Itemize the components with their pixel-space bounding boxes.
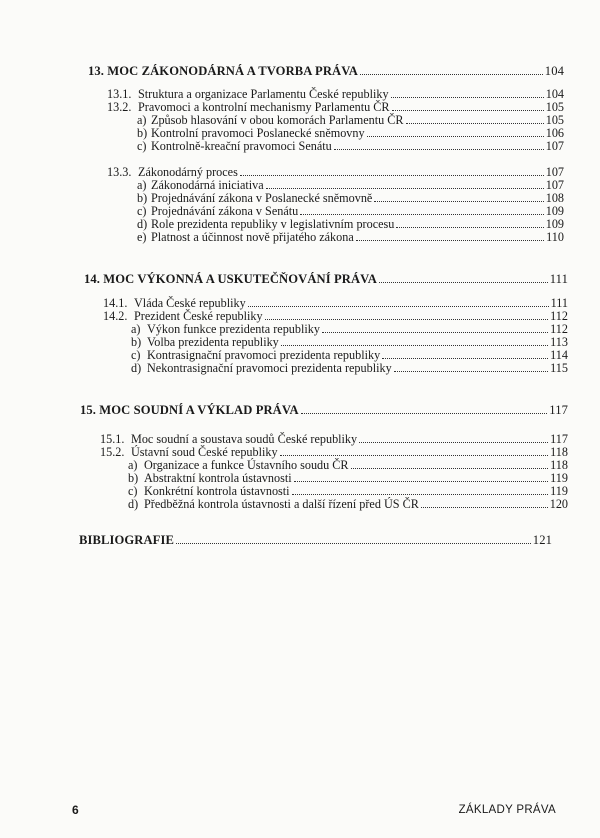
toc-page-number: 119: [550, 471, 568, 485]
toc-chapter-title: 15. MOC SOUDNÍ A VÝKLAD PRÁVA: [80, 403, 299, 417]
toc-entry-letter: c): [137, 204, 147, 218]
toc-page-number: 117: [549, 403, 568, 417]
toc-page-number: 107: [545, 165, 564, 179]
toc-entry-13-1[interactable]: [107, 87, 564, 101]
toc-page-number: 104: [544, 64, 564, 78]
toc-entry-text: Platnost a účinnost nově přijatého zákona: [151, 230, 354, 244]
toc-entry-13-2-b[interactable]: [137, 126, 564, 140]
toc-page-number: 118: [550, 445, 568, 459]
toc-entry-letter: e): [137, 230, 147, 244]
toc-entry-15-2-b[interactable]: [128, 471, 568, 485]
toc-page-number: 120: [549, 497, 568, 511]
toc-entry-text: Způsob hlasování v obou komorách Parlamentu ČR: [151, 113, 404, 127]
toc-page-number: 108: [545, 191, 564, 205]
toc-page-number: 114: [550, 348, 568, 362]
toc-entry-15-2-d[interactable]: [128, 497, 568, 511]
toc-entry-13-3-c[interactable]: [137, 204, 564, 218]
toc-entry-text: Kontrasignační pravomoci prezidenta republiky: [147, 348, 381, 362]
toc-entry-14-1[interactable]: [103, 296, 568, 310]
dot-leader: [367, 136, 544, 137]
toc-chapter-13[interactable]: [88, 64, 564, 78]
dot-leader: [396, 227, 543, 228]
toc-page-number: 105: [545, 113, 564, 127]
toc-entry-13-2-c[interactable]: [137, 139, 564, 153]
toc-entry-letter: c): [137, 139, 147, 153]
toc-page-number: 109: [545, 217, 564, 231]
toc-page-number: 111: [549, 272, 568, 286]
toc-entry-number: 15.1.: [100, 432, 125, 446]
footer-page-number: 6: [72, 803, 79, 817]
toc-chapter-title: 14. MOC VÝKONNÁ A USKUTEČŇOVÁNÍ PRÁVA: [84, 272, 377, 286]
toc-entry-text: Kontrolně-kreační pravomoci Senátu: [151, 139, 332, 153]
toc-entry-letter: b): [131, 335, 142, 349]
toc-entry-text: Prezident České republiky: [134, 309, 263, 323]
dot-leader: [294, 481, 549, 482]
toc-chapter-15[interactable]: [80, 403, 568, 417]
toc-page-number: 106: [545, 126, 564, 140]
toc-entry-text: Pravomoci a kontrolní mechanismy Parlamentu ČR: [138, 100, 390, 114]
dot-leader: [391, 97, 544, 98]
toc-chapter-14[interactable]: [84, 272, 568, 286]
toc-entry-text: Zákonodárná iniciativa: [151, 178, 264, 192]
toc-chapter-title: 13. MOC ZÁKONODÁRNÁ A TVORBA PRÁVA: [88, 64, 358, 78]
toc-entry-15-2[interactable]: [100, 445, 568, 459]
dot-leader: [300, 214, 543, 215]
toc-entry-number: 13.1.: [107, 87, 132, 101]
toc-entry-letter: b): [137, 191, 148, 205]
toc-entry-15-2-a[interactable]: [128, 458, 568, 472]
toc-page-number: 118: [550, 458, 568, 472]
toc-entry-15-1[interactable]: [100, 432, 568, 446]
toc-page-number: 107: [545, 139, 564, 153]
dot-leader: [248, 306, 549, 307]
dot-leader: [359, 442, 548, 443]
toc-entry-letter: a): [131, 322, 141, 336]
toc-entry-number: 14.2.: [103, 309, 128, 323]
toc-entry-13-3-e[interactable]: [137, 230, 564, 244]
toc-entry-13-2[interactable]: [107, 100, 564, 114]
toc-entry-letter: d): [137, 217, 148, 231]
toc-entry-number: 14.1.: [103, 296, 128, 310]
toc-page-number: 111: [550, 296, 568, 310]
dot-leader: [392, 110, 544, 111]
toc-entry-text: Organizace a funkce Ústavního soudu ČR: [144, 458, 349, 472]
toc-entry-text: Abstraktní kontrola ústavnosti: [144, 471, 292, 485]
dot-leader: [266, 188, 544, 189]
toc-entry-13-3-d[interactable]: [137, 217, 564, 231]
toc-page-number: 107: [545, 178, 564, 192]
toc-chapter-title: BIBLIOGRAFIE: [79, 533, 174, 547]
toc-entry-text: Zákonodárný proces: [138, 165, 238, 179]
toc-entry-text: Výkon funkce prezidenta republiky: [147, 322, 320, 336]
toc-entry-14-2-d[interactable]: [131, 361, 568, 375]
toc-entry-14-2[interactable]: [103, 309, 568, 323]
dot-leader: [292, 494, 549, 495]
toc-entry-13-3-a[interactable]: [137, 178, 564, 192]
toc-entry-text: Struktura a organizace Parlamentu České republiky: [138, 87, 389, 101]
dot-leader: [301, 413, 548, 414]
toc-entry-text: Projednávání zákona v Senátu: [151, 204, 299, 218]
dot-leader: [334, 149, 544, 150]
toc-entry-text: Volba prezidenta republiky: [147, 335, 279, 349]
dot-leader: [356, 240, 544, 241]
toc-entry-letter: c): [131, 348, 141, 362]
toc-page-number: 104: [545, 87, 564, 101]
dot-leader: [382, 358, 548, 359]
toc-entry-text: Vláda České republiky: [134, 296, 246, 310]
toc-entry-number: 13.3.: [107, 165, 132, 179]
dot-leader: [176, 543, 531, 544]
toc-entry-number: 15.2.: [100, 445, 125, 459]
toc-page-number: 112: [550, 309, 568, 323]
toc-page-number: 110: [546, 230, 564, 244]
dot-leader: [265, 319, 549, 320]
toc-page-number: 121: [532, 533, 552, 547]
dot-leader: [281, 345, 548, 346]
toc-entry-letter: c): [128, 484, 138, 498]
toc-entry-13-3-b[interactable]: [137, 191, 564, 205]
toc-page-number: 109: [545, 204, 564, 218]
toc-entry-text: Nekontrasignační pravomoci prezidenta republiky: [147, 361, 392, 375]
toc-entry-text: Moc soudní a soustava soudů České republiky: [131, 432, 358, 446]
dot-leader: [280, 455, 549, 456]
toc-entry-13-2-a[interactable]: [137, 113, 564, 127]
toc-entry-number: 13.2.: [107, 100, 132, 114]
toc-entry-text: Projednávání zákona v Poslanecké sněmovně: [151, 191, 373, 205]
toc-page-number: 115: [550, 361, 568, 375]
toc-entry-text: Ústavní soud České republiky: [131, 445, 278, 459]
toc-entry-15-2-c[interactable]: [128, 484, 568, 498]
dot-leader: [351, 468, 549, 469]
dot-leader: [406, 123, 544, 124]
toc-entry-text: Role prezidenta republiky v legislativním procesu: [151, 217, 395, 231]
toc-page-number: 105: [545, 100, 564, 114]
dot-leader: [421, 507, 548, 508]
toc-entry-letter: a): [137, 178, 147, 192]
toc-entry-13-3[interactable]: [107, 165, 564, 179]
toc-entry-letter: b): [137, 126, 148, 140]
toc-entry-letter: b): [128, 471, 139, 485]
dot-leader: [374, 201, 543, 202]
toc-entry-text: Předběžná kontrola ústavnosti a další řízení před ÚS ČR: [144, 497, 419, 511]
toc-entry-letter: d): [131, 361, 142, 375]
toc-entry-text: Kontrolní pravomoci Poslanecké sněmovny: [151, 126, 365, 140]
toc-entry-14-2-b[interactable]: [131, 335, 568, 349]
toc-page-number: 117: [550, 432, 568, 446]
toc-entry-letter: d): [128, 497, 139, 511]
dot-leader: [360, 74, 543, 75]
dot-leader: [240, 175, 544, 176]
toc-entry-letter: a): [137, 113, 147, 127]
toc-entry-letter: a): [128, 458, 138, 472]
toc-entry-14-2-c[interactable]: [131, 348, 568, 362]
dot-leader: [379, 282, 548, 283]
dot-leader: [322, 332, 548, 333]
toc-bibliography[interactable]: [79, 533, 552, 547]
toc-entry-text: Konkrétní kontrola ústavnosti: [144, 484, 290, 498]
toc-page-number: 112: [550, 322, 568, 336]
footer-book-title: ZÁKLADY PRÁVA: [458, 804, 556, 816]
toc-page-number: 113: [550, 335, 568, 349]
dot-leader: [394, 371, 548, 372]
toc-entry-14-2-a[interactable]: [131, 322, 568, 336]
toc-page-number: 119: [550, 484, 568, 498]
